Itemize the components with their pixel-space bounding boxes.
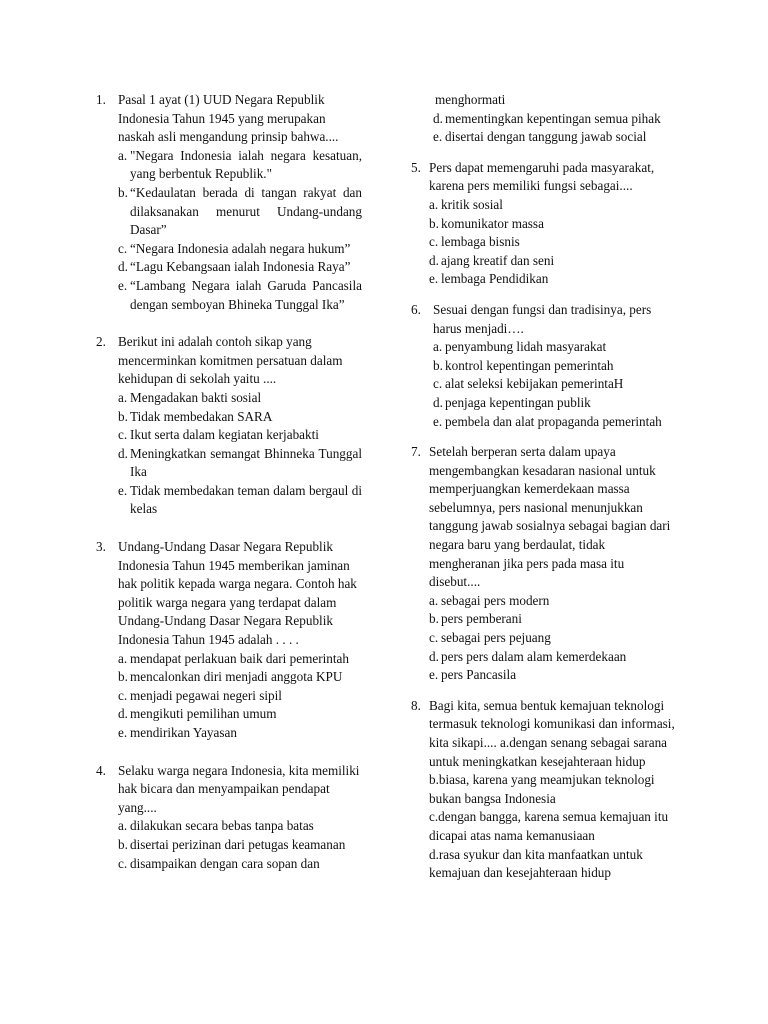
option-a: a. mendapat perlakuan baik dari pemerintah <box>118 650 349 666</box>
question-7 <box>411 443 677 685</box>
option-b: b. komunikator massa <box>429 215 544 231</box>
option-b: b. Tidak membedakan SARA <box>118 408 273 424</box>
option-d: d. ajang kreatif dan seni <box>429 252 555 268</box>
option-c: c. lembaga bisnis <box>429 234 520 250</box>
question-stem: Undang-Undang Dasar Negara Republik Indonesia Tahun 1945 memberikan jaminan hak politik kepada warga negara. Contoh hak politik warga negara yang terdapat dalam Undang-Undang Dasar Negara Republik Indonesia Tahun 1945 adalah . . . . <box>118 539 357 648</box>
question-8 <box>411 697 677 883</box>
option-line-d: d.rasa syukur dan kita manfaatkan untuk kemajuan dan kesejahteraan hidup <box>429 846 643 881</box>
question-stem: Selaku warga negara Indonesia, kita memiliki hak bicara dan menyampaikan pendapat yang.... <box>118 762 360 815</box>
option-e: e. “Lambang Negara ialah Garuda Pancasila dengan semboyan Bhineka Tunggal Ika” <box>118 277 362 312</box>
question-number: 5. <box>411 159 421 175</box>
option-e: e. Tidak membedakan teman dalam bergaul di kelas <box>118 482 362 517</box>
option-a: a. Mengadakan bakti sosial <box>118 389 262 405</box>
question-4 <box>96 762 362 874</box>
question-number: 3. <box>96 539 106 555</box>
option-a: a. kritik sosial <box>429 196 503 212</box>
option-b: b. disertai perizinan dari petugas keamanan <box>118 836 346 852</box>
option-c: c. sebagai pers pejuang <box>429 630 551 646</box>
option-d: d. mengikuti pemilihan umum <box>118 706 277 722</box>
option-d: d. penjaga kepentingan publik <box>433 394 591 410</box>
question-number: 2. <box>96 334 106 350</box>
option-b: b. kontrol kepentingan pemerintah <box>433 357 614 373</box>
option-b: b. mencalonkan diri menjadi anggota KPU <box>118 669 343 685</box>
question-stem: Sesuai dengan fungsi dan tradisinya, pers harus menjadi…. <box>433 301 652 336</box>
option-a: a. dilakukan secara bebas tanpa batas <box>118 818 314 834</box>
question-number: 1. <box>96 92 106 107</box>
question-stem: Pasal 1 ayat (1) UUD Negara Republik Indonesia Tahun 1945 yang merupakan naskah asli mengandung prinsip bahwa.... <box>118 92 339 145</box>
option-e: e. mendirikan Yayasan <box>118 725 237 740</box>
option-c: c. Ikut serta dalam kegiatan kerjabakti <box>118 427 319 443</box>
option-c: c. alat seleksi kebijakan pemerintaH <box>433 376 624 392</box>
option-a: a. "Negara Indonesia ialah negara kesatuan, yang berbentuk Republik." <box>118 147 362 182</box>
option-e: e. pers Pancasila <box>429 667 517 683</box>
option-c-continuation: menghormati <box>435 92 506 107</box>
question-6 <box>411 301 677 431</box>
right-column <box>411 91 677 883</box>
option-b: b. pers pemberani <box>429 611 522 627</box>
option-b: b. “Kedaulatan berada di tangan rakyat dan dilaksanakan menurut Undang-undang Dasar” <box>118 184 362 238</box>
question-number: 6. <box>411 301 421 317</box>
question-stem: Berikut ini adalah contoh sikap yang mencerminkan komitmen persatuan dalam kehidupan di sekolah yaitu .... <box>118 334 343 387</box>
question-3 <box>96 538 362 743</box>
question-stem: Bagi kita, semua bentuk kemajuan teknologi termasuk teknologi komunikasi dan informasi, kita sikapi.... a.dengan senang sebagai sarana untuk meningkatkan kesejahteraan hidup <box>429 697 675 769</box>
question-2 <box>96 333 362 519</box>
left-column <box>96 91 362 873</box>
question-number: 8. <box>411 697 421 713</box>
option-e: e. disertai dengan tanggung jawab social <box>433 129 647 145</box>
question-stem: Setelah berperan serta dalam upaya mengembangkan kesadaran nasional untuk memperjuangkan kemerdekaan massa sebelumnya, pers nasional menunjukkan tanggung jawab sosialnya sebagai bagian dari negara baru yang berdaulat, tidak mengheranan jika pers pada masa itu disebut.... <box>429 444 671 590</box>
option-d: d. “Lagu Kebangsaan ialah Indonesia Raya” <box>118 259 351 275</box>
question-5 <box>411 159 677 289</box>
option-c: c. disampaikan dengan cara sopan dan <box>118 855 320 871</box>
question-4-continued <box>411 91 677 147</box>
question-number: 4. <box>96 762 106 778</box>
option-a: a. sebagai pers modern <box>429 592 550 608</box>
option-line-c: c.dengan bangga, karena semua kemajuan itu dicapai atas nama kemanusiaan <box>429 809 669 843</box>
option-d: d. Meningkatkan semangat Bhinneka Tunggal Ika <box>118 445 362 480</box>
option-c: c. “Negara Indonesia adalah negara hukum” <box>118 240 351 256</box>
option-line-b: b.biasa, karena yang meamjukan teknologi bukan bangsa Indonesia <box>429 772 655 806</box>
option-d: d. pers pers dalam alam kemerdekaan <box>429 648 627 664</box>
option-e: e. lembaga Pendidikan <box>429 271 549 287</box>
option-c: c. menjadi pegawai negeri sipil <box>118 687 282 703</box>
option-d: d. mementingkan kepentingan semua pihak <box>433 110 661 126</box>
question-1 <box>96 91 362 314</box>
option-e: e. pembela dan alat propaganda pemerintah <box>433 413 662 429</box>
question-number: 7. <box>411 444 421 460</box>
question-stem: Pers dapat memengaruhi pada masyarakat, karena pers memiliki fungsi sebagai.... <box>429 159 655 194</box>
option-a: a. penyambung lidah masyarakat <box>433 339 607 355</box>
